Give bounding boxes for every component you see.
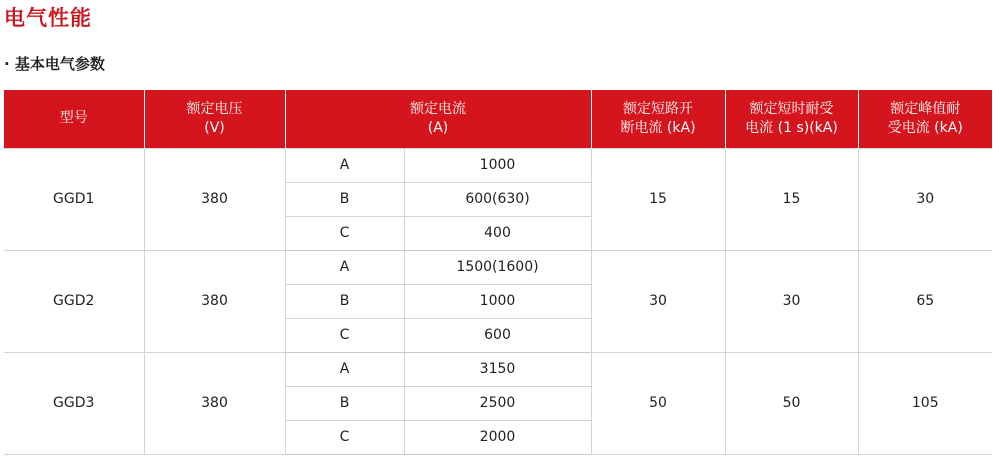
electrical-parameters-table — [4, 90, 992, 455]
header-short-time-withstand-line1: 额定短时耐受 — [749, 100, 834, 117]
grade-cell: B — [285, 284, 404, 318]
header-rated-current-line2: (A) — [427, 119, 449, 136]
header-model-label: 型号 — [59, 110, 88, 127]
grade-cell: A — [285, 148, 404, 182]
grade-cell: B — [285, 386, 404, 420]
header-row — [4, 90, 992, 148]
section-title: · 基本电气参数 — [4, 55, 105, 73]
header-short-time-withstand-line2: 电流 (1 s)(kA) — [745, 119, 838, 136]
breaking-current-cell: 50 — [591, 352, 725, 454]
current-cell: 3150 — [404, 352, 591, 386]
grade-cell: B — [285, 182, 404, 216]
current-cell: 1000 — [404, 284, 591, 318]
model-cell: GGD1 — [4, 148, 144, 250]
current-cell: 400 — [404, 216, 591, 250]
grade-cell: C — [285, 318, 404, 352]
current-cell: 600 — [404, 318, 591, 352]
current-cell: 1500(1600) — [404, 250, 591, 284]
current-cell: 2500 — [404, 386, 591, 420]
header-peak-withstand — [858, 90, 992, 148]
table-body — [4, 148, 992, 454]
header-model — [4, 90, 144, 148]
grade-cell: A — [285, 352, 404, 386]
grade-cell: A — [285, 250, 404, 284]
current-cell: 2000 — [404, 420, 591, 454]
current-cell: 1000 — [404, 148, 591, 182]
header-short-circuit-breaking-line2: 断电流 (kA) — [620, 119, 696, 136]
table-row — [4, 352, 992, 386]
grade-cell: C — [285, 216, 404, 250]
header-rated-current — [285, 90, 591, 148]
peak-current-cell: 105 — [858, 352, 992, 454]
table-row — [4, 148, 992, 182]
header-rated-voltage-line2: (V) — [204, 119, 225, 136]
breaking-current-cell: 30 — [591, 250, 725, 352]
model-cell: GGD3 — [4, 352, 144, 454]
current-cell: 600(630) — [404, 182, 591, 216]
voltage-cell: 380 — [144, 148, 285, 250]
header-rated-current-line1: 额定电流 — [410, 100, 466, 117]
header-short-circuit-breaking — [591, 90, 725, 148]
header-peak-withstand-line1: 额定峰值耐 — [890, 100, 961, 117]
short-time-current-cell: 30 — [725, 250, 858, 352]
peak-current-cell: 30 — [858, 148, 992, 250]
header-short-circuit-breaking-line1: 额定短路开 — [623, 100, 693, 117]
page-title: 电气性能 — [4, 6, 92, 30]
header-peak-withstand-line2: 受电流 (kA) — [887, 119, 963, 136]
peak-current-cell: 65 — [858, 250, 992, 352]
header-rated-voltage — [144, 90, 285, 148]
breaking-current-cell: 15 — [591, 148, 725, 250]
model-cell: GGD2 — [4, 250, 144, 352]
short-time-current-cell: 50 — [725, 352, 858, 454]
voltage-cell: 380 — [144, 352, 285, 454]
header-rated-voltage-line1: 额定电压 — [186, 100, 243, 117]
grade-cell: C — [285, 420, 404, 454]
voltage-cell: 380 — [144, 250, 285, 352]
table-row — [4, 250, 992, 284]
header-short-time-withstand — [725, 90, 858, 148]
table-header — [4, 90, 992, 148]
short-time-current-cell: 15 — [725, 148, 858, 250]
